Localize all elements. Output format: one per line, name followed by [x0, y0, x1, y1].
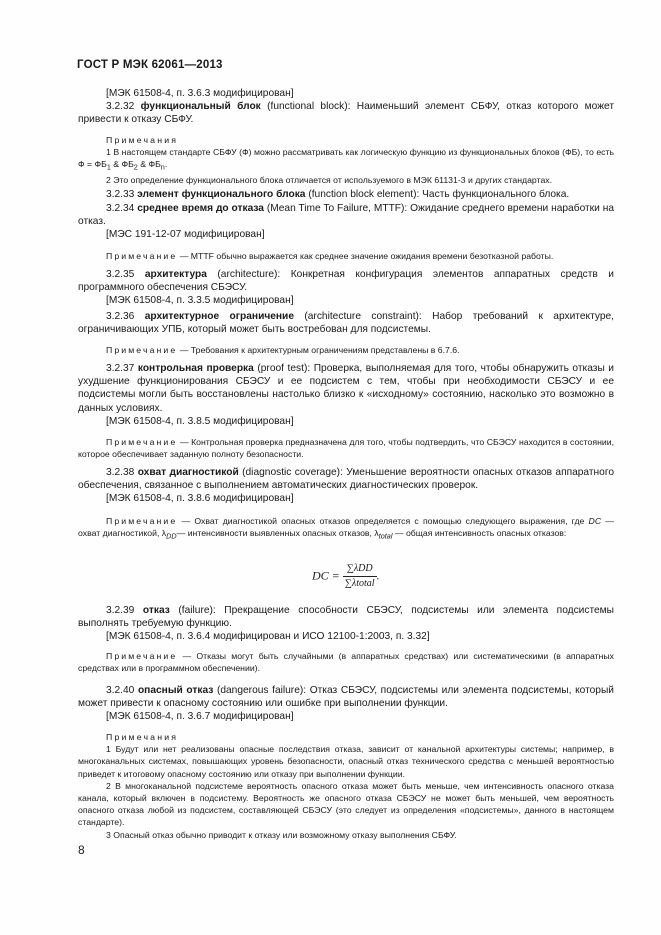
term-3-2-39: 3.2.39 отказ (failure): Прекращение способности СБЭСУ, подсистемы или элемента подсистемы выполнять требуемую функцию. [МЭК 61508-4, п. 3.6.4 модифицирован и ИСО 12100-1:2003, п. 3.32] — [78, 605, 615, 643]
note-2: 2 В многоканальной подсистеме вероятность опасного отказа может быть меньше, чем интенсивность опасного отказа канала, который включен в подсистему. Вероятность же опасного отказа СБЭСУ не может быть меньшей, чем вероятность опасного отказа любой из подсистем, составляющей СБЭСУ (это следует из определения «подсистемы», данного в настоящем стандарте). — [78, 780, 614, 828]
note-2: 2 Это определение функционального блока отличается от используемого в МЭК 61131-3 и других стандартах. — [106, 175, 553, 186]
note-3-2-39: Примечание — Отказы могут быть случайными (в аппаратных средствах) или систематическими (в аппаратных средствах или в программном обеспечении). — [78, 651, 614, 674]
term-3-2-33: 3.2.33 элемент функционального блока (function block element): Часть функционального блока. — [106, 189, 570, 200]
reference-line: [МЭК 61508-4, п. 3.6.3 модифицирован] — [106, 88, 294, 99]
standard-header: ГОСТ Р МЭК 62061—2013 — [77, 59, 223, 71]
notes-heading: Примечания — [106, 135, 179, 145]
term-3-2-38: 3.2.38 охват диагностикой (diagnostic coverage): Уменьшение вероятности опасных отказов аппаратного обеспечения, связанное с выполнением автоматических диагностических проверок. [МЭК 61508-4, п. 3.8.6 модифицирован] — [78, 467, 614, 505]
term-3-2-37: 3.2.37 контрольная проверка (proof test): Проверка, выполняемая для того, чтобы обнаружить отказы и ухудшение функционирования СБЭСУ и ее подсистем с тем, чтобы при необходимости СБЭСУ и ее подсистемы могли быть восстановлены настолько близко к «исходному» состоянию, насколько это возможно в данных условиях. [МЭК 61508-4, п. 3.8.5 модифицирован] — [78, 363, 615, 427]
term-3-2-34: 3.2.34 среднее время до отказа (Mean Time To Failure, MTTF): Ожидание среднего времени наработки на отказ. [МЭС 191-12-07 модифицирован] — [78, 203, 614, 241]
term-3-2-36: 3.2.36 архитектурное ограничение (architecture constraint): Набор требований к архитектуре, ограничивающих УПБ, который может быть востребован для подсистемы. — [78, 311, 614, 336]
term-name: функциональный блок — [140, 101, 261, 112]
page-number: 8 — [78, 843, 85, 857]
note-3-2-36: Примечание — Требования к архитектурным ограничениям представлены в 6.7.6. — [106, 345, 460, 355]
term-3-2-32: 3.2.32 функциональный блок (functional block): Наименьший элемент СБФУ, отказ которого может привести к отказу СБФУ. — [78, 101, 615, 126]
note-1: 1 В настоящем стандарте СБФУ (Ф) можно рассматривать как логическую функцию из функциональных блоков (ФБ), то есть $Ф = ФБ_1$ & $ФБ_2$ & $ФБ_n$. — [78, 147, 614, 173]
dc-formula: DC = ∑λDD ∑λtotal . — [312, 563, 380, 589]
notes-3-2-40: Примечания 1 Будут или нет реализованы опасные последствия отказа, зависит от канальной архитектуры системы; например, в многоканальных системах, повышающих уровень безопасности, опасный отказ технического средства с меньшей вероятностью приведет к итоговому опасному состоянию или отказу при выполнении функции. 2 В многоканальной подсистеме вероятность опасного отказа может быть меньше, чем интенсивность опасного отказа канала, который включен в подсистему. Вероятность же опасного отказа СБЭСУ не может быть меньшей, чем вероятность опасного отказа любой из подсистем, составляющей СБЭСУ (это следует из определения «подсистемы», данного в настоящем стандарте). 3 Опасный отказ обычно приводит к отказу или возможному отказу выполнения СБФУ. — [78, 732, 614, 840]
note-3: 3 Опасный отказ обычно приводит к отказу или возможному отказу выполнения СБФУ. — [106, 829, 457, 840]
note-3-2-37: Примечание — Контрольная проверка предназначена для того, чтобы подтвердить, что СБЭСУ находится в состоянии, которое обеспечивает заданную полноту безопасности. — [78, 437, 614, 460]
term-3-2-35: 3.2.35 архитектура (architecture): Конкретная конфигурация элементов аппаратных средств и программного обеспечения СБЭСУ. [МЭК 61508-4, п. 3.3.5 модифицирован] — [78, 269, 614, 307]
note-1: 1 Будут или нет реализованы опасные последствия отказа, зависит от канальной архитектуры системы; например, в многоканальных системах, повышающих уровень безопасности, опасный отказ технического средства с меньшей вероятностью приведет к итоговому опасному состоянию или отказу при выполнении функции. — [78, 744, 614, 779]
note-3-2-38: Примечание — Охват диагностикой опасных отказов определяется с помощью следующего выражения, где DC — охват диагностикой, $\lambda_{DD}—$ интенсивности выявленных опасных отказов, $\lambda_{total}$ — общая интенсивность опасных отказов: — [78, 516, 614, 541]
term-3-2-40: 3.2.40 опасный отказ (dangerous failure): Отказ СБЭСУ, подсистемы или элемента подсистемы, который может привести к опасному состоянию или ошибке при выполнении функции. [МЭК 61508-4, п. 3.6.7 модифицирован] — [78, 685, 614, 723]
note-3-2-34: Примечание — MTTF обычно выражается как среднее значение ожидания времени безотказной работы. — [106, 251, 554, 261]
notes-3-2-32 — [78, 134, 614, 187]
